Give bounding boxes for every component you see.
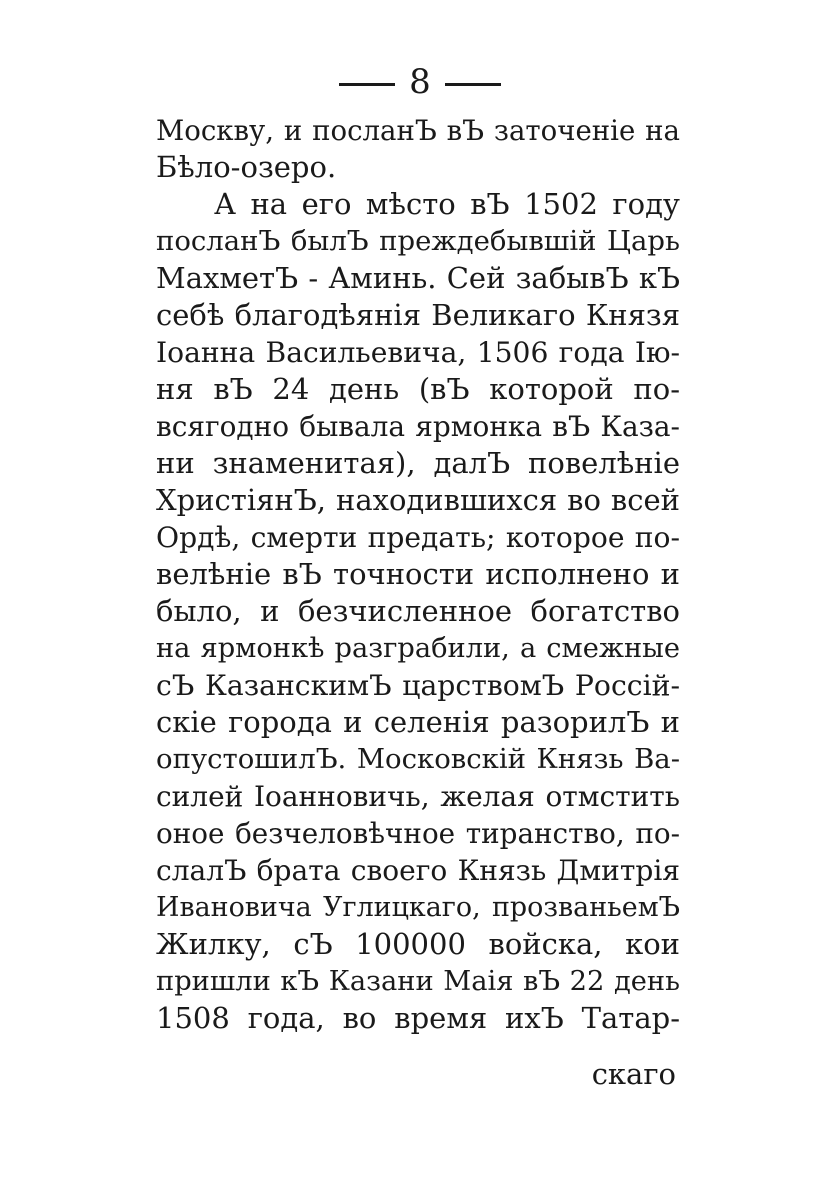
text-line: сЪ КазанскимЪ царствомЪ Россій-	[156, 669, 680, 702]
text-line: силей Іоанновичь, желая отмстить	[156, 780, 680, 813]
text-line: пришли кЪ Казани Маія вЪ 22 день	[156, 966, 680, 997]
text-line: 1508 года, во время ихЪ Татар-	[156, 1001, 680, 1035]
text-line: себѣ благодѣянія Великаго Князя	[156, 298, 680, 332]
text-line: на ярмонкѣ разграбили, а смежные	[156, 633, 680, 664]
text-line: ня вЪ 24 день (вЪ которой по-	[156, 372, 680, 406]
text-line: Ордѣ, смерти предать; которое по-	[156, 521, 680, 554]
text-line: было, и безчисленное богатство	[156, 594, 680, 628]
text-line: Бѣло-озеро.	[156, 150, 337, 184]
text-line: ХристіянЪ, находившихся во всей	[156, 483, 680, 517]
text-line: скіе города и селенія разорилЪ и	[156, 705, 680, 739]
text-line: посланЪ былЪ преждебывшій Царь	[156, 225, 680, 257]
text-line: велѣніе вЪ точности исполнено и	[156, 557, 680, 591]
page-header	[0, 62, 840, 102]
header-dash-right	[445, 83, 501, 86]
text-line: Москву, и посланЪ вЪ заточеніе на	[156, 114, 680, 147]
text-line: слалЪ брата своего Князь Дмитрія	[156, 854, 680, 887]
paragraph-first-line: А на его мѣсто вЪ 1502 году	[214, 187, 680, 221]
text-line: МахметЪ - Аминь. Сей забывЪ кЪ	[156, 261, 680, 295]
page-number: 8	[409, 62, 431, 102]
text-line: Іоанна Васильевича, 1506 года Ію-	[156, 336, 680, 369]
text-line: ни знаменитая), далЪ повелѣніе	[156, 446, 680, 480]
text-line: Жилку, сЪ 100000 войска, кои	[156, 927, 680, 961]
text-line: опустошилЪ. Московскій Князь Ва-	[156, 743, 680, 775]
body-text	[156, 112, 680, 1037]
text-line: оное безчеловѣчное тиранство, по-	[156, 817, 680, 850]
header-dash-left	[339, 83, 395, 86]
text-line: всягодно бывала ярмонка вЪ Каза-	[156, 410, 680, 443]
catchword: скаго	[591, 1057, 676, 1091]
text-line: Ивановича Углицкаго, прозваньемЪ	[156, 892, 680, 923]
